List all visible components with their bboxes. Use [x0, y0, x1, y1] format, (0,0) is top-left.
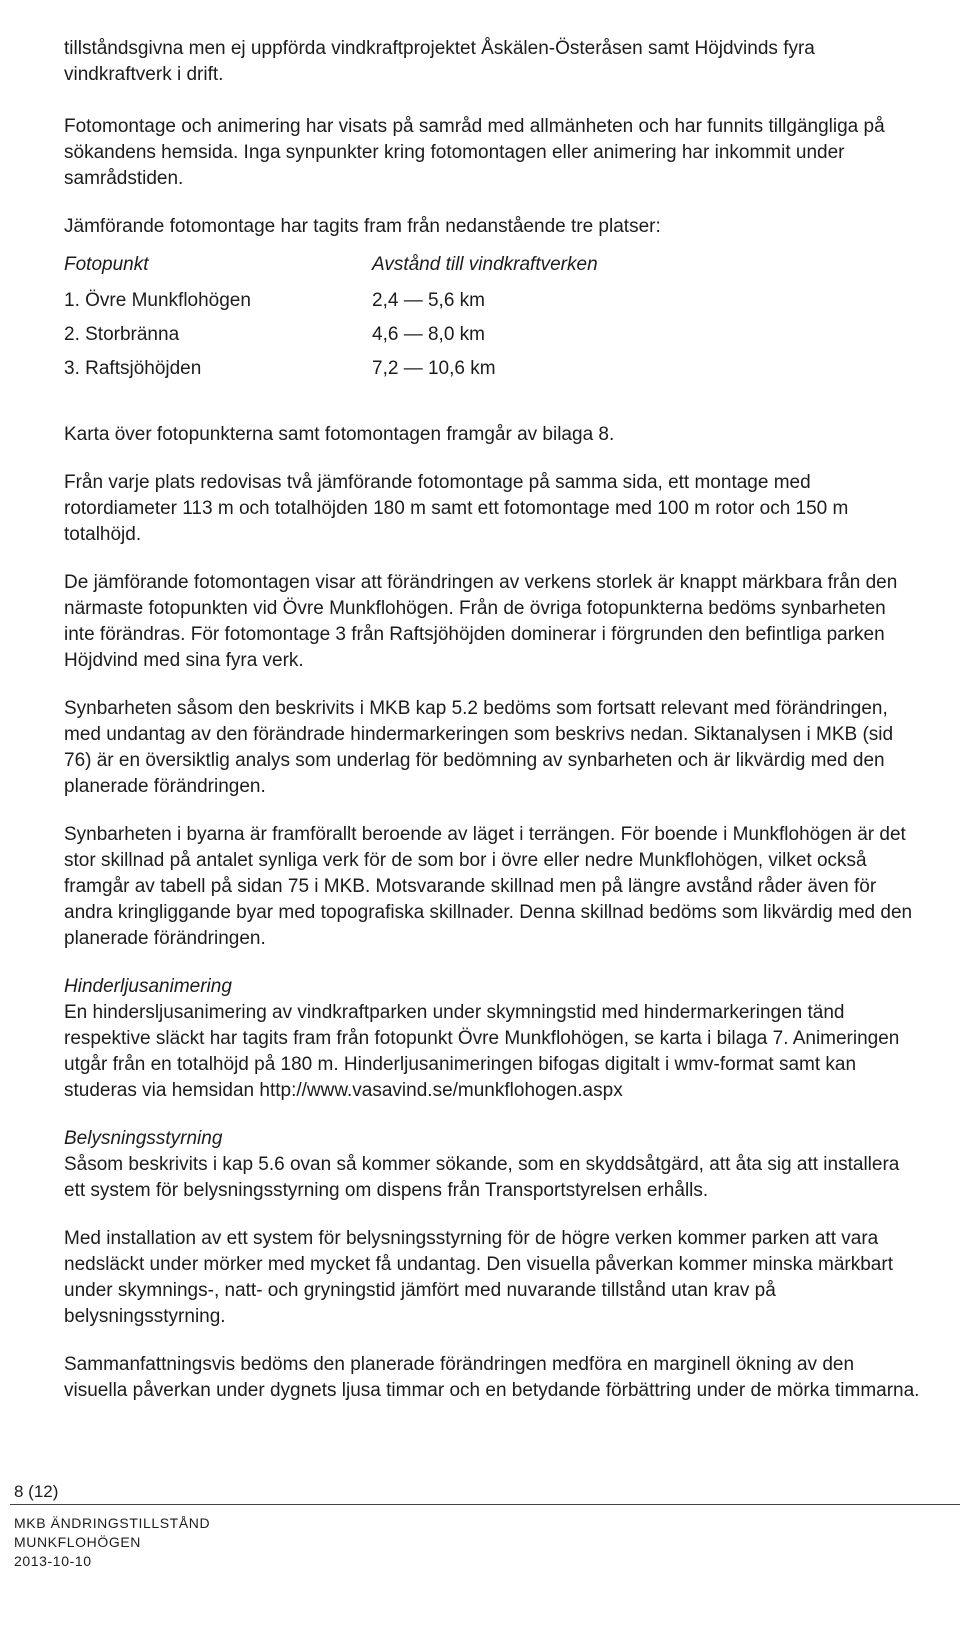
document-body [64, 36, 920, 1426]
section-hinderljus [64, 974, 920, 1104]
page-number: 8 (12) [14, 1482, 59, 1501]
column-header-avstand: Avstånd till vindkraftverken [372, 254, 598, 275]
paragraph-hinderljus: En hindersljusanimering av vindkraftparken under skymningstid med hindermarkeringen tänd respektive släckt har tagits fram från fotopunkt Övre Munkflohögen, se karta i bilaga 7. Animeringen utgår från en totalhöjd på 180 m. Hinderljusanimeringen bifogas digitalt i wmv-format samt kan studeras via hemsidan http://www.vasavind.se/munkflohogen.aspx [64, 1002, 900, 1101]
paragraph-sammanfattning: Sammanfattningsvis bedöms den planerade förändringen medföra en marginell ökning av den visuella påverkan under dygnets ljusa timmar och en betydande förbättring under de mörka timmarna. [64, 1354, 920, 1401]
table-row [64, 352, 920, 386]
table-row [64, 284, 920, 318]
table-header-row [64, 246, 920, 284]
paragraph-intro: tillståndsgivna men ej uppförda vindkraftprojektet Åskälen-Österåsen samt Höjdvinds fyra vindkraftverk i drift. [64, 38, 815, 85]
section-belysning [64, 1126, 920, 1204]
table-row [64, 318, 920, 352]
paragraph-forandring: De jämförande fotomontagen visar att förändringen av verkens storlek är knappt märkbara från den närmaste fotopunkten vid Övre Munkflohögen. Från de övriga fotopunkterna bedöms synbarheten inte förändras. För fotomontage 3 från Raftsjöhöjden dominerar i förgrunden den befintliga parken Höjdvind med sina fyra verk. [64, 572, 898, 671]
footer-project: MUNKFLOHÖGEN [14, 1534, 141, 1550]
table-cell-place: 3. Raftsjöhöjden [64, 358, 202, 379]
footer-date: 2013-10-10 [14, 1553, 92, 1569]
table-cell-distance: 7,2 — 10,6 km [372, 358, 496, 379]
footer-doc-title: MKB ÄNDRINGSTILLSTÅND [14, 1515, 211, 1531]
paragraph-table-intro: Jämförande fotomontage har tagits fram från nedanstående tre platser: [64, 216, 661, 237]
table-cell-distance: 2,4 — 5,6 km [372, 290, 485, 311]
paragraph-installation: Med installation av ett system för belysningsstyrning för de högre verken kommer parken att vara nedsläckt under mörker med mycket få undantag. Den visuella påverkan kommer minska märkbart under skymnings-, natt- och gryningstid jämfört med nuvarande tillstånd utan krav på belysningsstyrning. [64, 1228, 893, 1327]
paragraph-belysning: Såsom beskrivits i kap 5.6 ovan så kommer sökande, som en skyddsåtgärd, att åta sig att installera ett system för belysningsstyrning om dispens från Transportstyrelsen erhålls. [64, 1154, 900, 1201]
table-cell-distance: 4,6 — 8,0 km [372, 324, 485, 345]
distance-table [64, 246, 920, 386]
section-heading-hinderljus: Hinderljusanimering [64, 976, 232, 997]
footer-divider [10, 1504, 960, 1505]
column-header-fotopunkt: Fotopunkt [64, 254, 149, 275]
table-cell-place: 1. Övre Munkflohögen [64, 290, 251, 311]
footer-info [14, 1514, 210, 1571]
table-cell-place: 2. Storbränna [64, 324, 180, 345]
paragraph-byarna: Synbarheten i byarna är framförallt beroende av läget i terrängen. För boende i Munkflohögen är det stor skillnad på antalet synliga verk för de som bor i övre eller nedre Munkflohögen, vilket också framgår av tabell på sidan 75 i MKB. Motsvarande skillnad men på längre avstånd råder även för andra kringliggande byar med topografiska skillnader. Denna skillnad bedöms som likvärdig med den planerade förändringen. [64, 824, 913, 949]
paragraph-fotomontage: Fotomontage och animering har visats på samråd med allmänheten och har funnits tillgängliga på sökandens hemsida. Inga synpunkter kring fotomontagen eller animering har inkommit under samrådstiden. [64, 116, 885, 189]
paragraph-synbarhet: Synbarheten såsom den beskrivits i MKB kap 5.2 bedöms som fortsatt relevant med förändringen, med undantag av den förändrade hindermarkeringen som beskrivs nedan. Siktanalysen i MKB (sid 76) är en översiktlig analys som underlag för bedömning av synbarheten och är likvärdig med den planerade förändringen. [64, 698, 894, 797]
section-heading-belysning: Belysningsstyrning [64, 1128, 223, 1149]
paragraph-karta: Karta över fotopunkterna samt fotomontagen framgår av bilaga 8. [64, 424, 615, 445]
paragraph-jamforande: Från varje plats redovisas två jämförande fotomontage på samma sida, ett montage med rotordiameter 113 m och totalhöjden 180 m samt ett fotomontage med 100 m rotor och 150 m totalhöjd. [64, 472, 849, 545]
